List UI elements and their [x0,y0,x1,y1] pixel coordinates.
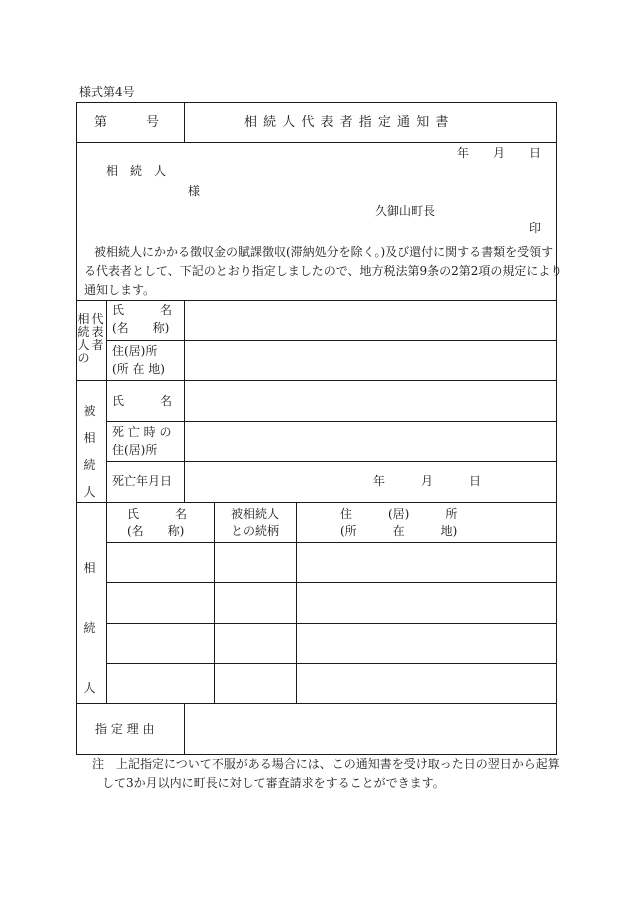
rep-address-sublabel: (所 在 地) [112,362,165,376]
header-divider [184,102,185,143]
header-bottom-line [76,142,557,143]
seal-mark: 印 [529,221,542,235]
table-border-bottom [76,754,557,755]
issuer-name: 久御山町長 [375,204,436,218]
heir-4-relation-field[interactable] [216,665,295,702]
label-value-divider [184,300,185,502]
death-date-value[interactable]: 年 月 日 [373,474,482,488]
heir-3-name-field[interactable] [108,625,213,662]
death-date-label: 死亡年月日 [112,474,173,488]
rep-bottom-line [76,380,557,381]
notice-bottom-line [76,300,557,301]
form-number: 様式第4号 [79,85,135,99]
heir-3-address-field[interactable] [298,625,554,662]
heirs-row-line-1 [106,542,557,543]
addressee-heir-label: 相 続 人 [106,164,167,178]
reason-divider [184,703,185,755]
heirs-row-line-4 [106,663,557,664]
heirs-col-divider-1 [214,502,215,704]
notice-number-label: 第 号 [94,115,160,130]
table-border-right [556,102,557,755]
rep-row-line [106,340,557,341]
rep-group-label-col1: 相続人の [77,312,90,365]
death-address-label: 死 亡 時 の [112,425,172,439]
heirs-bottom-line [76,703,557,704]
rep-address-field[interactable] [186,342,554,379]
heirs-col-divider-2 [296,502,297,704]
deceased-row-line-1 [106,421,557,422]
deceased-name-field[interactable] [186,382,554,420]
heirs-row-line-2 [106,582,557,583]
heirs-col-address-subheader: (所 在 地) [340,524,458,538]
heir-1-relation-field[interactable] [216,544,295,581]
notice-body-line-3: 通知します。 [84,283,156,297]
heirs-row-line-3 [106,623,557,624]
notice-date: 年 月 日 [457,146,542,160]
rep-name-label: 氏 名 [112,303,173,317]
rep-name-field[interactable] [186,302,554,339]
death-address-sublabel: 住(居)所 [112,443,158,457]
heirs-col-name-subheader: (名 称) [127,524,185,538]
heirs-col-relation-header: 被相続人 [231,507,280,521]
heir-2-address-field[interactable] [298,584,554,622]
heir-2-name-field[interactable] [108,584,213,622]
page-title: 相 続 人 代 表 者 指 定 通 知 書 [244,115,450,130]
rep-address-label: 住(居)所 [112,344,158,358]
heir-4-name-field[interactable] [108,665,213,702]
note-line-1: 注 上記指定について不服がある場合には、この通知書を受け取った日の翌日から起算 [92,757,560,771]
heirs-col-address-header: 住 (居) 所 [340,507,458,521]
table-border-left [76,102,77,755]
deceased-row-line-2 [106,461,557,462]
heirs-col-name-header: 氏 名 [127,507,188,521]
rep-group-label-col2: 代表者 [91,312,104,352]
deceased-bottom-line [76,502,557,503]
table-border-top [76,102,557,103]
heir-1-address-field[interactable] [298,544,554,581]
heirs-group-label: 相続人 [83,561,96,695]
notice-body-line-1: 被相続人にかかる徴収金の賦課徴収(滞納処分を除く。)及び還付に関する書類を受領す [94,245,554,259]
addressee-honorific: 様 [188,184,201,198]
death-address-field[interactable] [186,423,554,460]
deceased-group-label: 被相続人 [83,404,96,499]
heirs-col-relation-subheader: との続柄 [231,524,280,538]
heir-3-relation-field[interactable] [216,625,295,662]
heir-2-relation-field[interactable] [216,584,295,622]
notice-body-line-2: る代表者として、下記のとおり指定しましたので、地方税法第9条の2第2項の規定により [84,264,563,278]
heir-1-name-field[interactable] [108,544,213,581]
note-line-2: して3か月以内に町長に対して審査請求をすることができます。 [102,776,445,790]
heir-4-address-field[interactable] [298,665,554,702]
deceased-name-label: 氏 名 [112,394,173,408]
rep-name-sublabel: (名 称) [112,321,170,335]
designation-reason-field[interactable] [186,705,554,753]
designation-reason-label: 指 定 理 由 [95,722,155,736]
